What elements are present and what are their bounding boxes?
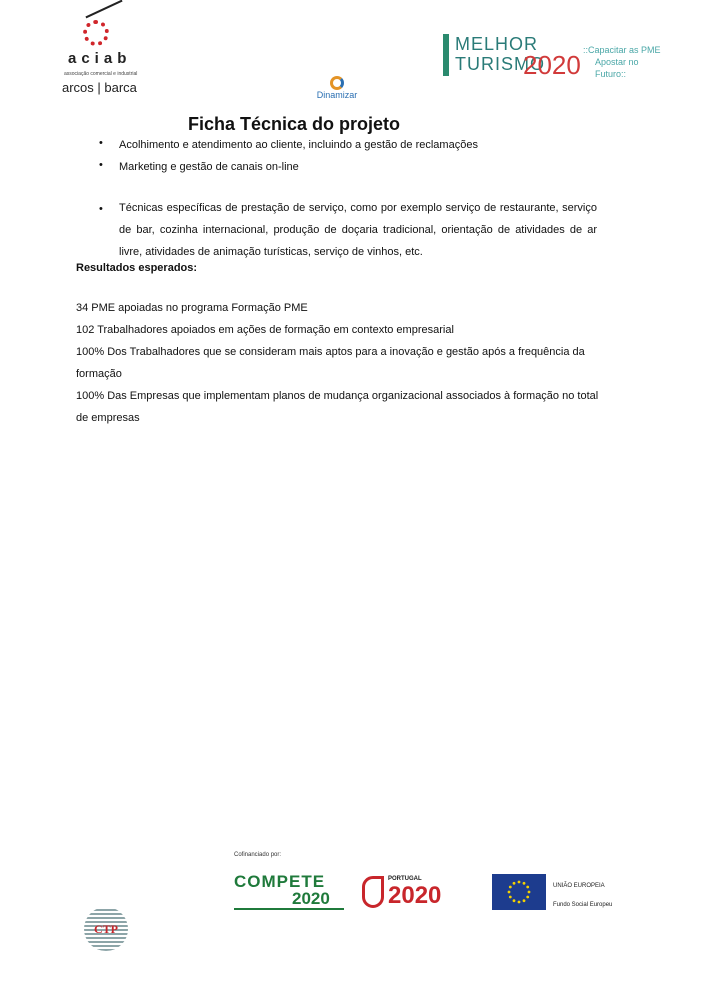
portugal-2020-logo — [362, 872, 472, 912]
turismo-tagline-2: Apostar no Futuro:: — [595, 57, 639, 79]
compete-2020-logo — [234, 872, 344, 912]
dinamizar-logo — [306, 76, 368, 108]
turismo-year: 2020 — [523, 50, 581, 80]
ctp-logo — [84, 907, 128, 951]
portugal-year: 2020 — [388, 882, 442, 909]
result-item: 100% Das Empresas que implementam planos de mudança organizacional associados à formação no total de empresas — [76, 390, 599, 424]
portugal-label: PORTUGAL — [388, 876, 422, 882]
result-item: 102 Trabalhadores apoiados em ações de formação em contexto empresarial — [76, 324, 454, 336]
eu-fund-label: Fundo Social Europeu — [553, 902, 613, 908]
portugal-shield-icon — [362, 876, 384, 908]
aciab-subtitle: associação comercial e industrial — [64, 71, 138, 77]
bullet-marker: • — [99, 203, 103, 215]
turismo-line2: TURISMO — [455, 54, 545, 74]
bullet-item: Técnicas específicas de prestação de serviço, como por exemplo serviço de restaurante, serviço de bar, cozinha internacional, produção de doçaria tradicional, orientação de atividades de ar livre, atividades de animação turísticas, serviço de vinhos, etc. — [119, 202, 597, 258]
turismo-bar-icon — [443, 34, 449, 76]
result-item: 100% Dos Trabalhadores que se consideram mais aptos para a inovação e gestão após a frequência da formação — [76, 346, 585, 380]
compete-word: COMPETE — [234, 872, 326, 891]
bullet-item: Acolhimento e atendimento ao cliente, incluindo a gestão de reclamações — [119, 139, 478, 151]
eu-stars-icon — [492, 874, 546, 910]
aciab-name: aciab — [68, 50, 132, 67]
eu-flag-icon — [492, 874, 546, 910]
aciab-place: arcos | barca — [62, 80, 137, 95]
page-title: Ficha Técnica do projeto — [188, 114, 401, 134]
dinamizar-label: Dinamizar — [316, 90, 358, 100]
turismo-tagline — [583, 44, 671, 80]
bullet-marker: • — [99, 137, 103, 149]
aciab-dotted-circle-icon — [83, 20, 109, 46]
aciab-logo — [60, 4, 150, 96]
bullet-marker: • — [99, 159, 103, 171]
bullet-item: Marketing e gestão de canais on-line — [119, 161, 299, 173]
result-item: 34 PME apoiadas no programa Formação PME — [76, 302, 308, 314]
turismo-line1: MELHOR — [455, 34, 539, 54]
results-heading: Resultados esperados: — [76, 262, 198, 274]
ctp-label: CTP — [94, 922, 118, 936]
turismo-tagline-1: ::Capacitar as PME — [583, 45, 661, 55]
aciab-stroke-icon — [85, 0, 122, 18]
eu-label: UNIÃO EUROPEIA — [553, 883, 605, 889]
melhor-turismo-logo — [443, 34, 671, 80]
cofinanced-label: Cofinanciado por: — [234, 852, 282, 858]
compete-year: 2020 — [292, 889, 330, 908]
compete-underline — [234, 908, 344, 910]
dinamizar-swirl-icon — [330, 76, 344, 90]
